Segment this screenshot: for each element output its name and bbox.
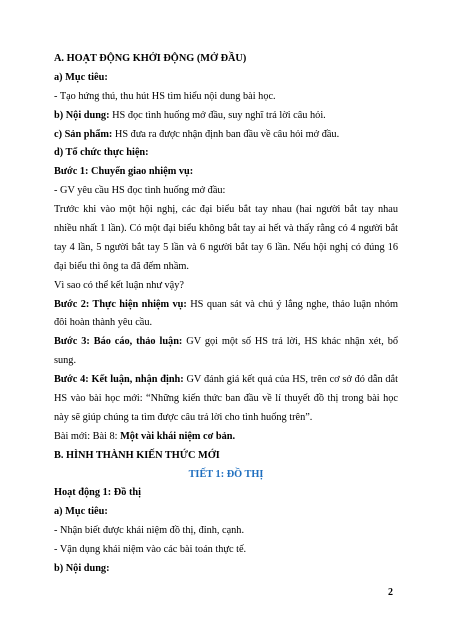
- hd1-muc-tieu-item: - Nhận biết được khái niệm đồ thị, đỉnh, cạnh.: [54, 525, 245, 537]
- section-a-heading: A. HOẠT ĐỘNG KHỞI ĐỘNG (MỞ ĐẦU): [54, 53, 247, 64]
- tinh-huong-line: đại biểu thì ông ta đã đếm nhầm.: [54, 260, 189, 272]
- buoc-3-line: sung.: [54, 355, 77, 367]
- hd1-muc-tieu-label: a) Mục tiêu:: [54, 506, 108, 518]
- cau-hoi-text: Vì sao có thể kết luận như vậy?: [54, 279, 184, 291]
- tinh-huong-line: Trước khi vào một hội nghị, các đại biểu bắt tay nhau (hai người bắt tay nhau: [54, 204, 398, 216]
- buoc-4-text: GV đánh giá kết quả của HS, trên cơ sở đó dẫn dắt: [183, 374, 398, 386]
- section-b-heading: B. HÌNH THÀNH KIẾN THỨC MỚI: [54, 449, 220, 461]
- san-pham-label: c) Sản phẩm:: [54, 128, 113, 140]
- tiet-title: TIẾT 1: ĐỒ THỊ: [188, 468, 264, 480]
- buoc-2-line: đôi hoàn thành yêu cầu.: [54, 317, 153, 329]
- buoc-1-label: Bước 1: Chuyển giao nhiệm vụ:: [54, 166, 194, 178]
- buoc-4-paragraph: [54, 373, 398, 424]
- muc-tieu-label: a) Mục tiêu:: [54, 71, 108, 83]
- buoc-3-paragraph: [54, 335, 398, 367]
- bai-moi-title: Một vài khái niệm cơ bản.: [120, 430, 236, 442]
- buoc-2-label: Bước 2: Thực hiện nhiệm vụ:: [54, 298, 187, 310]
- noi-dung-label: b) Nội dung:: [54, 109, 110, 121]
- buoc-4-line: này sẽ giúp chúng ta tìm được câu trả lời cho tình huống trên”.: [54, 411, 313, 423]
- hd1-noi-dung-label: b) Nội dung:: [54, 563, 110, 575]
- buoc-2-text: HS quan sát và chú ý lắng nghe, thảo luận nhóm: [186, 298, 398, 310]
- bai-moi-line: [54, 430, 398, 443]
- buoc-3-label: Bước 3: Báo cáo, thảo luận:: [54, 336, 183, 348]
- bai-moi-prefix: Bài mới: Bài 8:: [54, 430, 121, 442]
- buoc-1-text: - GV yêu cầu HS đọc tình huống mở đầu:: [54, 185, 226, 197]
- to-chuc-label: d) Tổ chức thực hiện:: [54, 147, 149, 159]
- buoc-3-line: [54, 335, 398, 348]
- hoat-dong-1-heading: Hoạt động 1: Đồ thị: [54, 487, 141, 499]
- buoc-2-line: [54, 298, 398, 311]
- san-pham-line: [54, 128, 398, 141]
- buoc-4-label: Bước 4: Kết luận, nhận định:: [54, 374, 184, 386]
- tinh-huong-line: tay 4 lần, 5 người bắt tay 5 lần và 6 người bắt tay 6 lần. Nếu hội nghị có đúng 16: [54, 241, 398, 253]
- buoc-4-line: [54, 373, 398, 386]
- noi-dung-text: HS đọc tình huống mở đầu, suy nghĩ trả lời câu hỏi.: [109, 109, 326, 121]
- buoc-4-line: HS vào bài học mới: “Những kiến thức ban đầu về lí thuyết đồ thị trong bài học: [54, 393, 398, 405]
- buoc-3-text: GV gọi một số HS trả lời, HS khác nhận xét, bổ: [182, 336, 399, 348]
- tinh-huong-line: nhiều nhất 1 lần). Có một đại biểu không bắt tay ai hết và thấy rằng có 4 người bắt: [54, 223, 398, 235]
- muc-tieu-text: - Tạo hứng thú, thu hút HS tìm hiểu nội dung bài học.: [54, 90, 276, 102]
- document-page: [54, 52, 398, 581]
- page-number: 2: [388, 587, 393, 598]
- buoc-2-paragraph: [54, 298, 398, 330]
- noi-dung-line: [54, 109, 398, 122]
- tinh-huong-paragraph: [54, 203, 398, 273]
- hd1-muc-tieu-item: - Vận dụng khái niệm vào các bài toán thực tế.: [54, 544, 247, 556]
- san-pham-text: HS đưa ra được nhận định ban đầu về câu hỏi mở đầu.: [112, 128, 340, 140]
